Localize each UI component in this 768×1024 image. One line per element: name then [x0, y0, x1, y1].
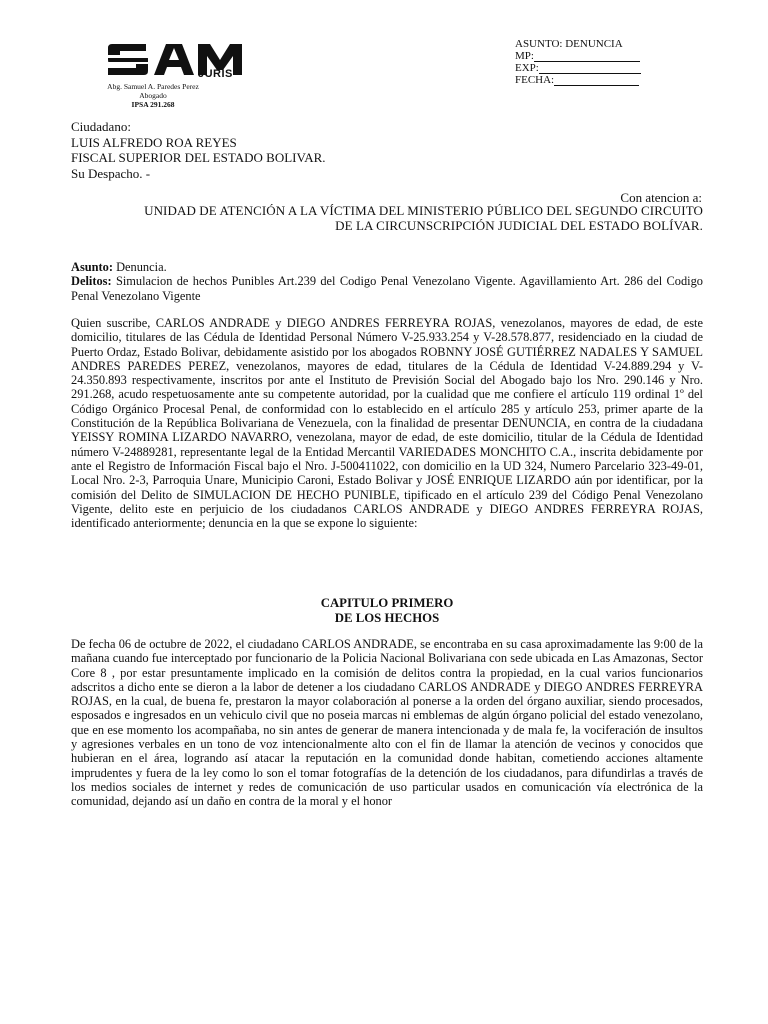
- recipient-office: Su Despacho. -: [71, 165, 151, 181]
- attention-unit: UNIDAD DE ATENCIÓN A LA VÍCTIMA DEL MINISTERIO PÚBLICO DEL SEGUNDO CIRCUITO DE LA CIRCUNSCRIPCIÓN JUDICIAL DEL ESTADO BOLÍVAR.: [144, 203, 703, 233]
- subject-block: [71, 260, 703, 303]
- exp-label: EXP:: [515, 62, 539, 74]
- asunto-label: Asunto:: [71, 260, 113, 274]
- lawyer-title: Abogado: [139, 91, 167, 100]
- delitos-value: Simulacion de hechos Punibles Art.239 del Codigo Penal Venezolano Vigente. Agavillamiento Art. 286 del Codigo Penal Venezolano Vigente: [71, 274, 703, 303]
- recipient-name: LUIS ALFREDO ROA REYES: [71, 134, 237, 150]
- chapter-title: CAPITULO PRIMERO: [320, 596, 454, 610]
- delitos-label: Delitos:: [71, 274, 112, 289]
- fecha-label: FECHA:: [515, 74, 555, 86]
- chapter-subtitle: DE LOS HECHOS: [334, 610, 440, 625]
- exp-row: [515, 62, 641, 74]
- facts-paragraph: De fecha 06 de octubre de 2022, el ciudadano CARLOS ANDRADE, se encontraba en su casa aproximadamente las 9:00 de la mañana cuando fue interceptado por funcionario de la Policia Nacional Bolivariana con sede ubicada en Las Amazonas, Sector Core 8 , por estar presuntamente implicado en la comisión de delitos contra la propiedad, en la cual varios funcionarios adscritos a dicho ente se dieron a la labor de detener a los ciudadano CARLOS ANDRADE y DIEGO ANDRES FERREYRA ROJAS, en la cual, de buena fe, prestaron la mayor colaboración al ponerse a la orden del órgano auxiliar, siendo procesados, esposados e ingresados en un vehiculo civil que no poseia marcas ni emblemas de algún órgano policial del estado venezolano, que en ese momento los acompañaba, no sin antes de generar de manera intencionada y de mala fe, la vociferación de insultos y agresiones verbales en un tono de voz intencionalmente alto con el fin de llamar la atención de vecinos y conocidos que hubieran en el área, logrando así atacar la reputación en la comunidad donde habitan, cometiendo acciones altamente imprudentes y fuera de la ley como lo son el tomar fotografías de la detención de los ciudadanos, para difundirlas a través de los medios sociales de internet y redes de comunicación de uso particular usados en comunicación vía electrónica de la comunidad, dejando así un daño en contra de la moral y el honor: [71, 637, 703, 809]
- lawyer-name: Abg. Samuel A. Paredes Perez: [107, 82, 199, 91]
- recipient-salutation: Ciudadano:: [71, 119, 131, 134]
- case-metadata: [515, 38, 641, 86]
- fecha-row: [515, 74, 641, 86]
- exp-blank-line: [539, 63, 641, 74]
- fecha-blank-line: [554, 75, 639, 86]
- asunto-line: [71, 260, 703, 274]
- mp-row: [515, 50, 641, 62]
- attention-label: Con atencion a:: [620, 190, 702, 205]
- recipient-block: [71, 119, 326, 181]
- logo-suffix: JURIS: [198, 68, 233, 80]
- chapter-heading: [71, 596, 703, 625]
- asunto-header: ASUNTO: DENUNCIA: [515, 38, 623, 50]
- complaint-paragraph: Quien suscribe, CARLOS ANDRADE y DIEGO ANDRES FERREYRA ROJAS, venezolanos, mayores de edad, de este domicilio, titulares de las Cédula de Identidad Personal Número V-25.933.254 y V-28.578.877, residenciado en la ciudad de Puerto Ordaz, Estado Bolivar, debidamente asistido por los abogados ROBNNY JOSÉ GUTIÉRREZ NADALES Y SAMUEL ANDRES PAREDES PEREZ, venezolanos, mayores de edad, titulares de la Cédula de Identidad V-24.889.294 y V- 24.350.893 respectivamente, inscritos por ante el Instituto de Previsión Social del Abogado bajo los Nro. 290.146 y Nro. 291.268, acudo respetuosamente ante su competente autoridad, por la cualidad que me confiere el artículo 119 ordinal 1º del Código Orgánico Procesal Penal, de conformidad con lo establecido en el artículo 285 y artículo 253, primer aparte de la Constitución de la República Bolivariana de Venezuela, con la finalidad de presentar DENUNCIA, en contra de la ciudadana YEISSY ROMINA LIZARDO NAVARRO, venezolana, mayor de edad, de este domicilio, titular de la Cédula de Identidad número V-24889281, representante legal de la Entidad Mercantil VARIEDADES MONCHITO C.A., inscrita debidamente por ante el Registro de Información Fiscal bajo el Nro. J-500411022, con domicilio en la UD 324, Numero Parcelario 323-49-01, Local Nro. 2-3, Parroquia Unare, Municipio Caroni, Estado Bolivar y JOSÉ ENRIQUE LIZARDO aún por identificar, por la comisión del Delito de SIMULACION DE HECHO PUNIBLE, tipificado en el artículo 239 del Código Penal Venezolano Vigente, delito este en perjuicio de los ciudadanos CARLOS ANDRADE y DIEGO ANDRES FERREYRA ROJAS, identificado anteriormente; denuncia en la que se expone lo siguiente:: [71, 316, 703, 531]
- recipient-title: FISCAL SUPERIOR DEL ESTADO BOLIVAR.: [71, 150, 326, 165]
- sam-juris-logo: [106, 38, 248, 108]
- delitos-line: [71, 274, 703, 303]
- mp-label: MP:: [515, 50, 534, 62]
- mp-blank-line: [534, 51, 640, 62]
- ipsa-number: IPSA 291.268: [131, 100, 175, 109]
- asunto-value: Denuncia.: [113, 260, 167, 274]
